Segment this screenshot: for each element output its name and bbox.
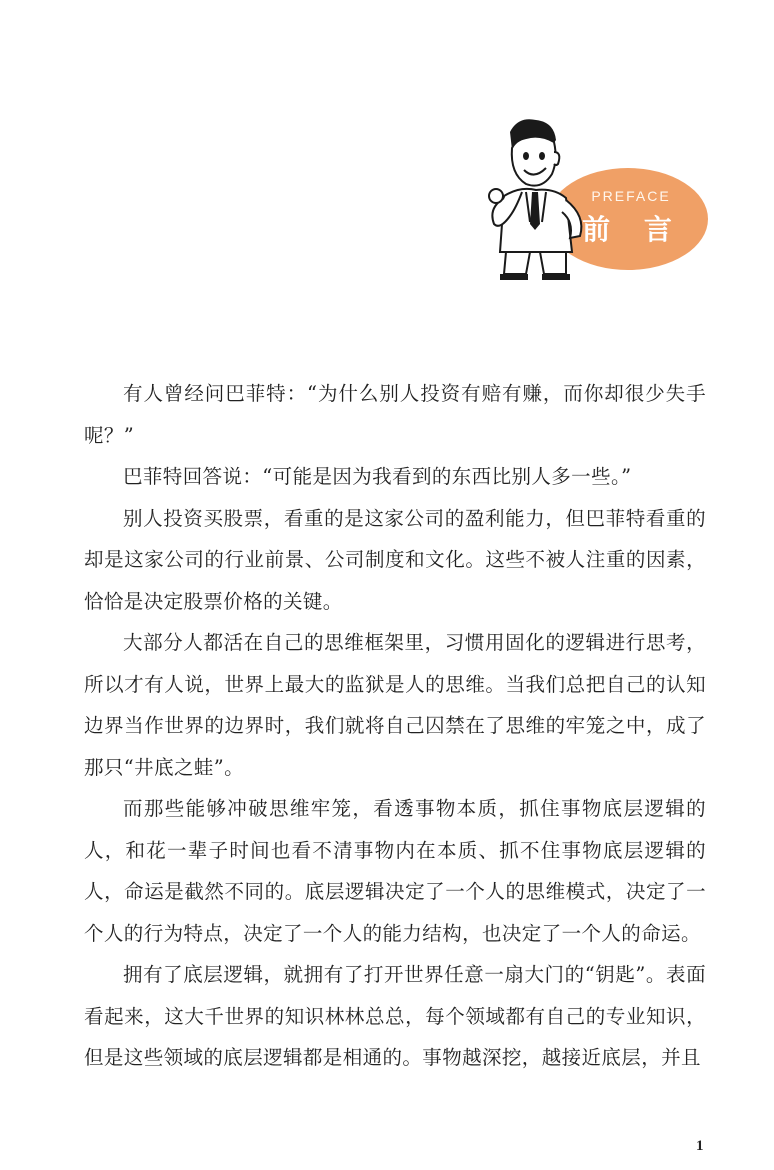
page-number: 1 bbox=[696, 1138, 704, 1154]
paragraph: 而那些能够冲破思维牢笼，看透事物本质，抓住事物底层逻辑的人，和花一辈子时间也看不清事物内在本质、抓不住事物底层逻辑的人，命运是截然不同的。底层逻辑决定了一个人的思维模式，决定了一个人的行为特点，决定了一个人的能力结构，也决定了一个人的命运。 bbox=[84, 797, 706, 945]
paragraph: 拥有了底层逻辑，就拥有了打开世界任意一扇大门的“钥匙”。表面看起来，这大千世界的知识林林总总，每个领域都有自己的专业知识，但是这些领域的底层逻辑都是相通的。事物越深挖，越接近底层，并且 bbox=[84, 963, 706, 1069]
body-text bbox=[84, 373, 706, 1079]
paragraph: 大部分人都活在自己的思维框架里，习惯用固化的逻辑进行思考，所以才有人说，世界上最大的监狱是人的思维。当我们总把自己的认知边界当作世界的边界时，我们就将自己囚禁在了思维的牢笼之中，成了那只“井底之蛙”。 bbox=[84, 631, 706, 779]
paragraph: 有人曾经问巴菲特：“为什么别人投资有赔有赚，而你却很少失手呢？” bbox=[84, 382, 706, 447]
paragraph: 别人投资买股票，看重的是这家公司的盈利能力，但巴菲特看重的却是这家公司的行业前景、公司制度和文化。这些不被人注重的因素，恰恰是决定股票价格的关键。 bbox=[84, 506, 706, 613]
preface-label-en: PREFACE bbox=[591, 188, 671, 204]
preface-label-zh: 前 言 bbox=[582, 213, 684, 246]
paragraph: 巴菲特回答说：“可能是因为我看到的东西比别人多一些。” bbox=[123, 465, 632, 488]
